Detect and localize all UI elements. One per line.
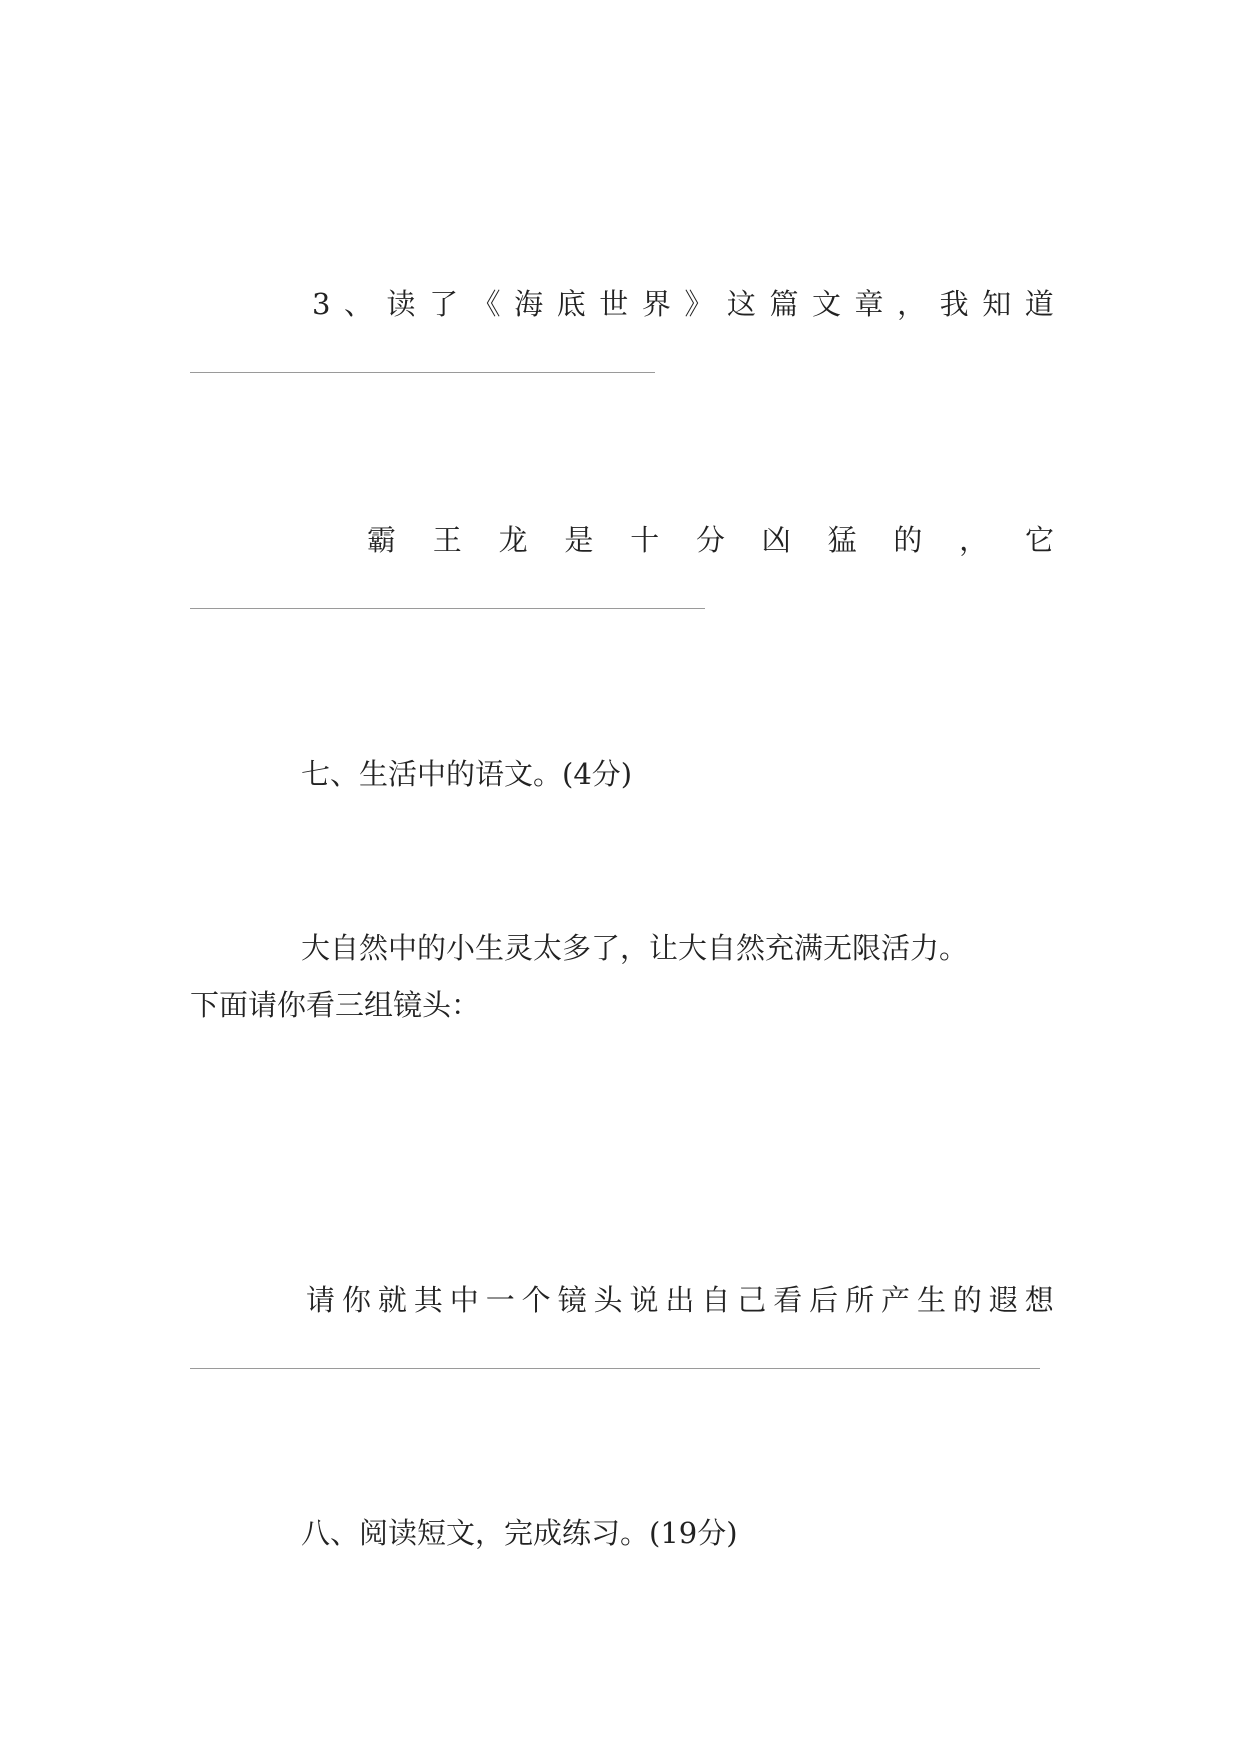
char: 这 <box>726 287 756 321</box>
char: 生 <box>916 1283 946 1317</box>
char: 文 <box>812 287 842 321</box>
char: 头 <box>593 1283 623 1317</box>
char: 世 <box>599 287 629 321</box>
char: 产 <box>881 1283 911 1317</box>
q3-line1 <box>312 286 1054 322</box>
char: 它 <box>1024 523 1054 557</box>
char: 就 <box>377 1283 407 1317</box>
char: 读 <box>386 287 416 321</box>
char: 》 <box>684 287 714 321</box>
char: 、 <box>343 287 373 321</box>
char: 所 <box>845 1283 875 1317</box>
char: 想 <box>1024 1283 1054 1317</box>
char: 请 <box>306 1283 336 1317</box>
char: 后 <box>809 1283 839 1317</box>
char: 你 <box>341 1283 371 1317</box>
char: 一 <box>485 1283 515 1317</box>
char: 其 <box>413 1283 443 1317</box>
section-7-paragraph-line1: 大自然中的小生灵太多了，让大自然充满无限活力。 <box>301 931 969 965</box>
char: 章 <box>854 287 884 321</box>
char: 看 <box>773 1283 803 1317</box>
char: 《 <box>471 287 501 321</box>
q3-line2 <box>367 522 1054 558</box>
char: 十 <box>630 523 660 557</box>
char: 龙 <box>498 523 528 557</box>
section-7-prompt <box>306 1282 1054 1318</box>
answer-blank-line[interactable] <box>190 372 655 373</box>
answer-blank-line[interactable] <box>190 1368 1040 1369</box>
char: 篇 <box>769 287 799 321</box>
char: 中 <box>449 1283 479 1317</box>
section-7-heading: 七、生活中的语文。(4分) <box>301 757 633 791</box>
answer-blank-line[interactable] <box>190 608 705 609</box>
char: 个 <box>521 1283 551 1317</box>
char: 的 <box>952 1283 982 1317</box>
char: 镜 <box>557 1283 587 1317</box>
char: 凶 <box>761 523 791 557</box>
char: ， <box>959 523 989 557</box>
char: 知 <box>982 287 1012 321</box>
char: ， <box>897 287 927 321</box>
char: 3 <box>312 287 331 321</box>
char: 猛 <box>827 523 857 557</box>
char: 己 <box>737 1283 767 1317</box>
section-7-paragraph-line2: 下面请你看三组镜头： <box>190 988 481 1022</box>
char: 霸 <box>367 523 397 557</box>
char: 出 <box>665 1283 695 1317</box>
char: 是 <box>564 523 594 557</box>
char: 分 <box>695 523 725 557</box>
char: 界 <box>641 287 671 321</box>
char: 了 <box>429 287 459 321</box>
char: 海 <box>514 287 544 321</box>
section-8-heading: 八、阅读短文，完成练习。(19分) <box>301 1516 738 1550</box>
char: 自 <box>701 1283 731 1317</box>
char: 说 <box>629 1283 659 1317</box>
char: 遐 <box>988 1283 1018 1317</box>
char: 道 <box>1024 287 1054 321</box>
char: 王 <box>432 523 462 557</box>
char: 我 <box>939 287 969 321</box>
char: 的 <box>893 523 923 557</box>
char: 底 <box>556 287 586 321</box>
